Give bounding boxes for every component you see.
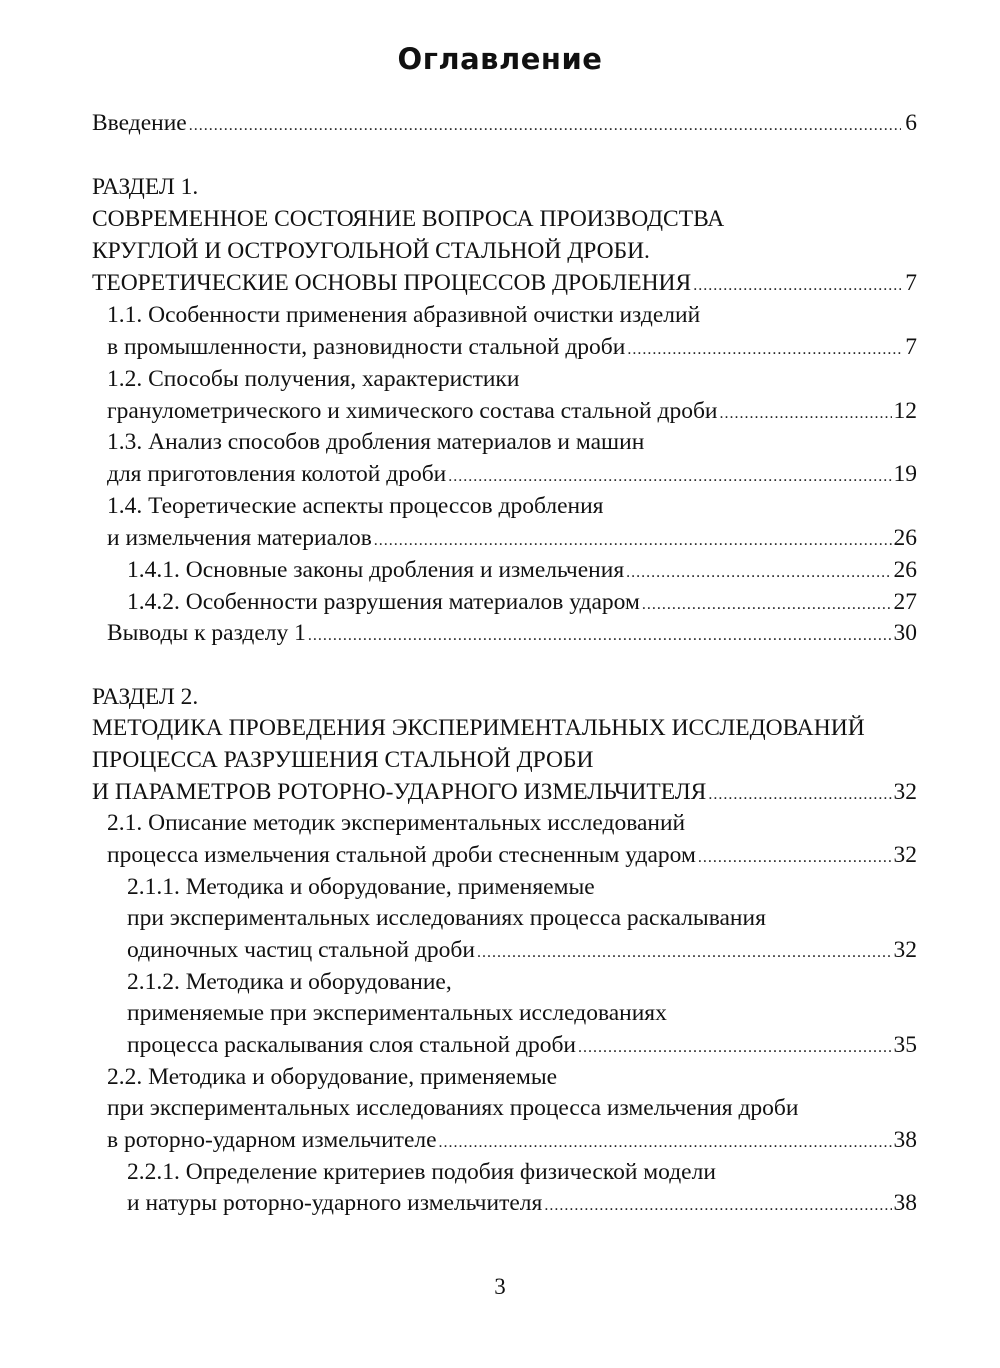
leader-dots	[708, 778, 891, 812]
toc-page-number: 35	[893, 1032, 917, 1058]
toc-page-number: 32	[893, 842, 917, 868]
section-1-heading: КРУГЛОЙ И ОСТРОУГОЛЬНОЙ СТАЛЬНОЙ ДРОБИ.	[92, 238, 650, 264]
toc-entry-2-1-cont[interactable]	[107, 838, 917, 872]
toc-entry-2-2-1[interactable]: 2.2.1. Определение критериев подобия физической модели	[127, 1159, 716, 1185]
toc-entry-1-2-cont[interactable]	[107, 394, 917, 428]
toc-entry-2-1-2-end[interactable]	[127, 1028, 917, 1062]
toc-entry-2-1-2[interactable]: 2.1.2. Методика и оборудование,	[127, 969, 452, 995]
leader-dots	[477, 936, 892, 970]
toc-entry-section-1[interactable]	[92, 266, 917, 300]
toc-page-number: 27	[893, 589, 917, 615]
toc-entry-2-1-1-end[interactable]	[127, 933, 917, 967]
leader-dots	[720, 397, 892, 431]
section-1-heading: СОВРЕМЕННОЕ СОСТОЯНИЕ ВОПРОСА ПРОИЗВОДСТВА	[92, 206, 725, 232]
toc-entry-text: в роторно-ударном измельчителе	[107, 1127, 437, 1153]
footer-page-number: 3	[494, 1274, 506, 1299]
toc-entry-text: для приготовления колотой дроби	[107, 461, 447, 487]
toc-entry-text: И ПАРАМЕТРОВ РОТОРНО-УДАРНОГО ИЗМЕЛЬЧИТЕЛЯ	[92, 779, 707, 805]
toc-entry-text: в промышленности, разновидности стальной дроби	[107, 334, 626, 360]
leader-dots	[698, 841, 892, 875]
leader-dots	[627, 333, 901, 367]
section-2-heading: ПРОЦЕССА РАЗРУШЕНИЯ СТАЛЬНОЙ ДРОБИ	[92, 747, 594, 773]
toc-page-number: 7	[905, 270, 917, 296]
section-2-heading: МЕТОДИКА ПРОВЕДЕНИЯ ЭКСПЕРИМЕНТАЛЬНЫХ ИССЛЕДОВАНИЙ	[92, 715, 865, 741]
toc-entry-text: и измельчения материалов	[107, 525, 372, 551]
toc-entry-text: и натуры роторно-ударного измельчителя	[127, 1190, 543, 1216]
toc-entry-conclusion-1[interactable]	[107, 616, 917, 650]
toc-entry-2-2-cont[interactable]: при экспериментальных исследованиях процесса измельчения дроби	[107, 1095, 799, 1121]
toc-entry-2-2-end[interactable]	[107, 1123, 917, 1157]
toc-page-number: 26	[893, 557, 917, 583]
leader-dots	[693, 269, 901, 303]
section-1-label: РАЗДЕЛ 1.	[92, 174, 199, 200]
toc-entry-text: 1.4.1. Основные законы дробления и измельчения	[127, 557, 625, 583]
toc-page-number: 32	[893, 779, 917, 805]
leader-dots	[544, 1189, 891, 1223]
toc-entry-2-1[interactable]: 2.1. Описание методик экспериментальных исследований	[107, 810, 686, 836]
toc-page-number: 38	[893, 1127, 917, 1153]
toc-page-number: 7	[905, 334, 917, 360]
toc-entry-section-2[interactable]	[92, 775, 917, 809]
toc-entry-2-2[interactable]: 2.2. Методика и оборудование, применяемые	[107, 1064, 558, 1090]
toc-entry-1-1[interactable]: 1.1. Особенности применения абразивной очистки изделий	[107, 302, 701, 328]
toc-entry-2-1-1-cont[interactable]: при экспериментальных исследованиях процесса раскалывания	[127, 905, 766, 931]
toc-entry-1-1-cont[interactable]	[107, 330, 917, 364]
toc-entry-1-3-cont[interactable]	[107, 457, 917, 491]
toc-entry-text: 1.4.2. Особенности разрушения материалов ударом	[127, 589, 640, 615]
leader-dots	[578, 1031, 892, 1065]
toc-page-number: 30	[893, 620, 917, 646]
leader-dots	[189, 109, 901, 143]
toc-entry-1-4-cont[interactable]	[107, 521, 917, 555]
toc-entry-text: ТЕОРЕТИЧЕСКИЕ ОСНОВЫ ПРОЦЕССОВ ДРОБЛЕНИЯ	[92, 270, 692, 296]
toc-entry-text: Выводы к разделу 1	[107, 620, 306, 646]
toc-entry-text: процесса измельчения стальной дроби стесненным ударом	[107, 842, 696, 868]
section-2-label: РАЗДЕЛ 2.	[92, 684, 199, 710]
toc-page-number: 26	[893, 525, 917, 551]
toc-entry-2-1-2-cont[interactable]: применяемые при экспериментальных исследованиях	[127, 1000, 667, 1026]
toc-entry-1-4-1[interactable]	[127, 553, 917, 587]
toc-page-number: 12	[893, 398, 917, 424]
toc-entry-1-4-2[interactable]	[127, 585, 917, 619]
toc-entry-1-2[interactable]: 1.2. Способы получения, характеристики	[107, 366, 520, 392]
toc-page-number: 6	[905, 110, 917, 136]
toc-page-number: 19	[893, 461, 917, 487]
toc-entry-text: гранулометрического и химического состава стальной дроби	[107, 398, 718, 424]
toc-entry-2-2-1-end[interactable]	[127, 1186, 917, 1220]
toc-entry-text: одиночных частиц стальной дроби	[127, 937, 475, 963]
toc-entry-intro[interactable]	[92, 106, 917, 140]
page-title: Оглавление	[397, 42, 603, 76]
toc-entry-text: Введение	[92, 110, 187, 136]
toc-entry-1-4[interactable]: 1.4. Теоретические аспекты процессов дробления	[107, 493, 604, 519]
toc-entry-2-1-1[interactable]: 2.1.1. Методика и оборудование, применяемые	[127, 874, 595, 900]
toc-page-number: 32	[893, 937, 917, 963]
toc-entry-text: процесса раскалывания слоя стальной дроби	[127, 1032, 576, 1058]
toc-page-number: 38	[893, 1190, 917, 1216]
toc-entry-1-3[interactable]: 1.3. Анализ способов дробления материалов и машин	[107, 429, 645, 455]
leader-dots	[308, 619, 892, 653]
